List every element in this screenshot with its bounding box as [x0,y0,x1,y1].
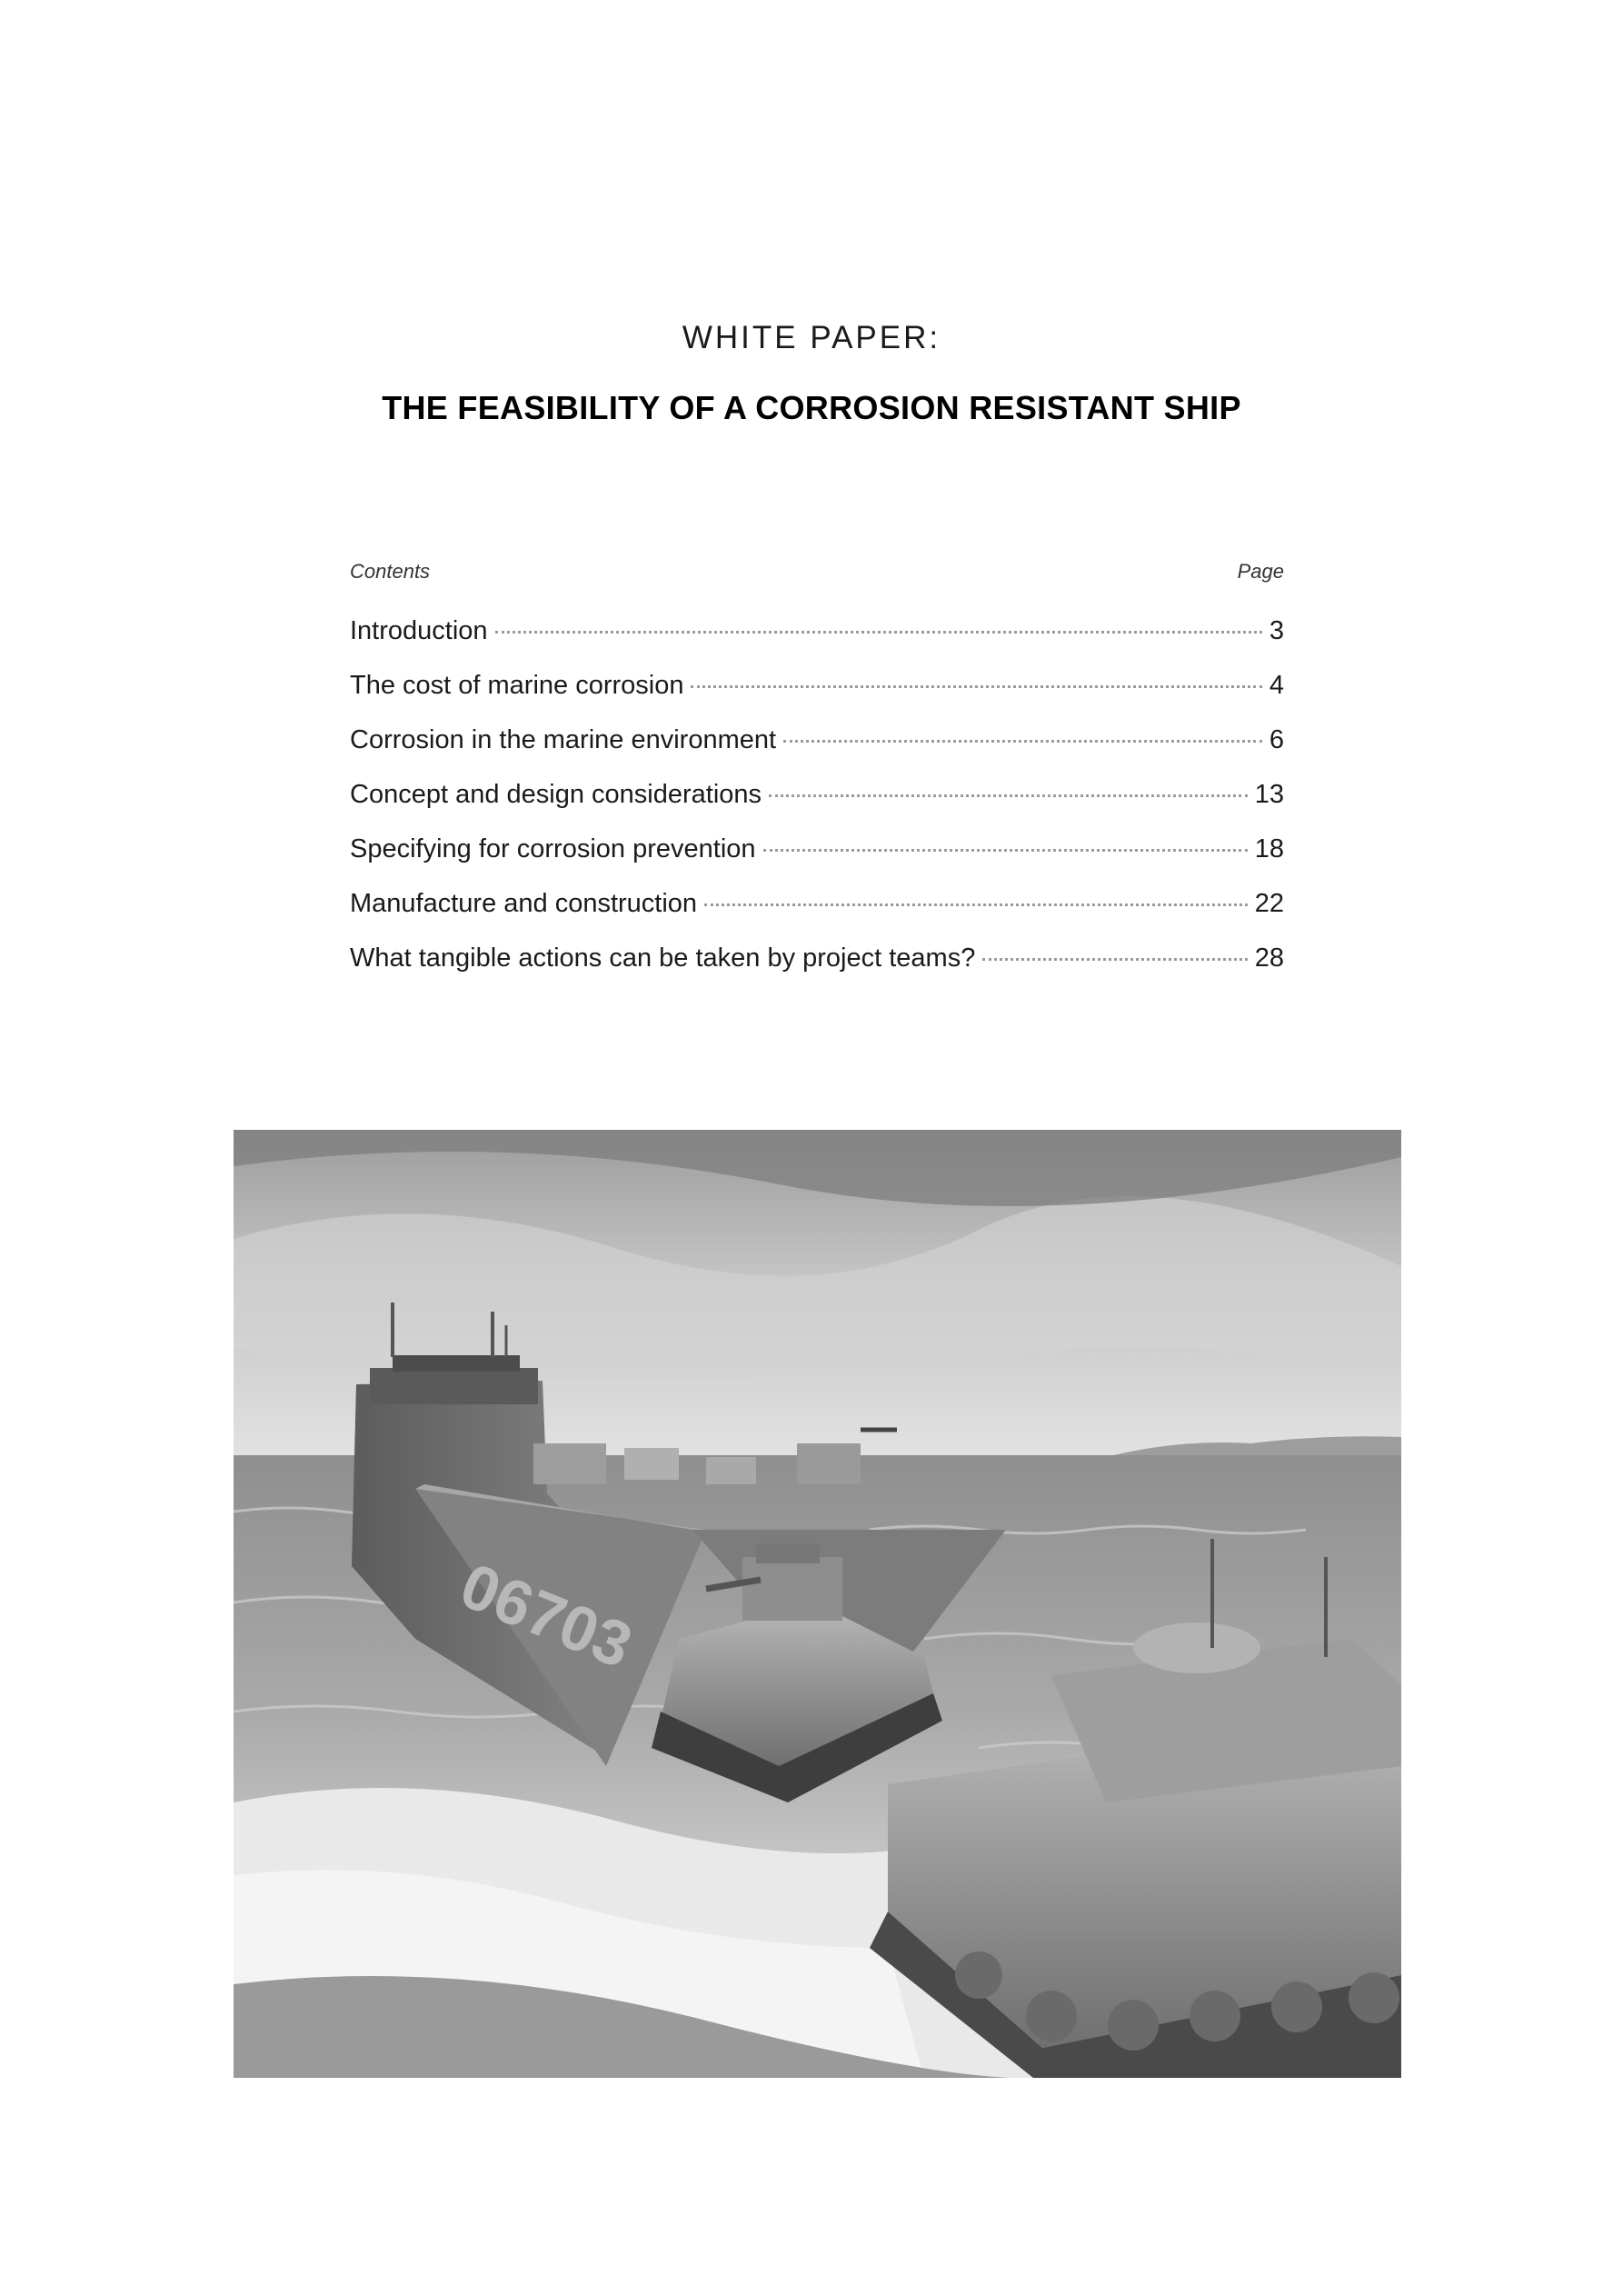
toc-dot-leader [769,794,1248,797]
page-kicker: WHITE PAPER: [682,320,941,355]
toc-entry-page: 4 [1269,671,1284,700]
toc-entry-cost-of-marine-corrosion[interactable] [350,658,1284,713]
toc-entry-label: Corrosion in the marine environment [350,725,777,754]
hull-number: 06703 [451,1549,642,1682]
toc-dot-leader [691,685,1261,688]
toc-entry-page: 18 [1254,834,1284,863]
toc-entry-page: 3 [1269,616,1284,645]
toc-entry-label: The cost of marine corrosion [350,671,684,700]
toc-page-label: Page [1237,560,1284,583]
toc-entry-label: Introduction [350,616,488,645]
toc-entry-label: Specifying for corrosion prevention [350,834,756,863]
table-of-contents [350,560,1284,985]
toc-entry-concept-design[interactable] [350,767,1284,822]
toc-entry-label: What tangible actions can be taken by project teams? [350,943,976,973]
landing-craft-illustration [234,1130,1401,2078]
toc-entry-specifying-corrosion-prevention[interactable] [350,822,1284,876]
toc-entry-label: Concept and design considerations [350,780,762,809]
toc-entry-page: 13 [1254,780,1284,809]
toc-list [350,604,1284,985]
toc-header [350,560,1284,584]
toc-dot-leader [704,903,1248,906]
landing-craft-photo [234,1130,1401,2078]
page-title: THE FEASIBILITY OF A CORROSION RESISTANT SHIP [382,389,1241,426]
toc-dot-leader [763,849,1248,852]
toc-entry-page: 22 [1254,889,1284,918]
toc-entry-label: Manufacture and construction [350,889,698,918]
toc-entry-manufacture-construction[interactable] [350,876,1284,931]
toc-entry-tangible-actions[interactable] [350,931,1284,985]
toc-entry-introduction[interactable] [350,604,1284,658]
toc-dot-leader [982,958,1247,961]
toc-dot-leader [783,740,1262,743]
toc-entry-corrosion-marine-environment[interactable] [350,713,1284,767]
toc-entry-page: 6 [1269,725,1284,754]
toc-entry-page: 28 [1254,943,1284,973]
toc-dot-leader [495,631,1262,634]
toc-contents-label: Contents [350,560,431,583]
